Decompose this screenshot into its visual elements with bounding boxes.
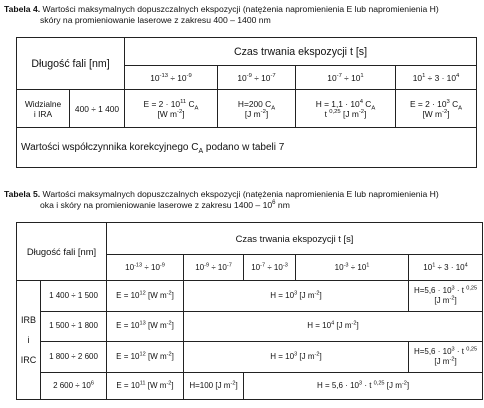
table5-caption-text-line2: oka i skóry na promieniowanie laserowe z zakresu $1400 - 10^6$ nm	[40, 200, 290, 210]
table5-row2-range: 1 500 ÷ 1 800	[41, 311, 107, 342]
table4-cell-4: $E = 2 \cdot 10^3$ $C_A$ [W $m^{-2}$]	[396, 90, 477, 128]
table5-row3-cell-3: $H=5,6 \cdot 10^3 \cdot t$ $^{0,25}$ [J $m^{-2}$]	[409, 342, 483, 373]
table5-band-label-line3: IRC	[20, 355, 37, 365]
table5-caption-label: Tabela 5.	[4, 189, 41, 199]
table5-caption-text: Wartości maksymalnych dopuszczalnych ekspozycji (natężenia napromienienia E lub napromienienia H)	[40, 189, 439, 199]
table5-header-time-1: $10^{-13} \div 10^{-9}$	[107, 255, 184, 281]
table4-caption	[4, 4, 482, 26]
table5-row1-range: 1 400 ÷ 1 500	[41, 281, 107, 312]
table4-header-time-1: $10^{-13} \div 10^{-9}$	[125, 66, 218, 90]
table5-row4-cell-3: $H = 5,6 \cdot 10^3 \cdot t$ $^{0,25}$ [J $m^{-2}$]	[244, 373, 483, 400]
table4-note: Wartości współczynnika korekcyjnego $C_A$ podano w tabeli 7	[17, 128, 477, 168]
table5-row3-range: 1 800 ÷ 2 600	[41, 342, 107, 373]
table4-row-label-line2: i IRA	[33, 108, 53, 119]
table5-band-label	[17, 281, 41, 400]
table4	[16, 37, 477, 168]
table5-header-time-3: $10^{-7} \div 10^{-3}$	[244, 255, 296, 281]
table4-cell-3: $H = 1,1 \cdot 10^4$ $C_A$ t $^{0,25}$ [J $m^{-2}$]	[296, 90, 396, 128]
table5-row1-cell-2: $H = 10^3$ [J $m^{-2}$]	[184, 281, 409, 312]
table4-header-wavelength: Długość fali [nm]	[17, 38, 125, 90]
table5-row1-cell-1: $E = 10^{12}$ [W $m^{-2}$]	[107, 281, 184, 312]
table4-caption-label: Tabela 4.	[4, 4, 41, 14]
table5-row3-cell-2: $H = 10^3$ [J $m^{-2}$]	[184, 342, 409, 373]
table5-header-wavelength: Długość fali [nm]	[17, 223, 107, 281]
table5-row4-cell-2: H=100 [J $m^{-2}$]	[184, 373, 244, 400]
table4-header-time-4: $10^1 \div 3 \cdot 10^4$	[396, 66, 477, 90]
table4-cell-1: $E = 2 \cdot 10^{11}$ $C_A$ [W $m^{-2}$]	[125, 90, 218, 128]
table4-caption-text: Wartości maksymalnych dopuszczalnych ekspozycji (natężenia napromienienia E lub napromienienia H)	[40, 4, 439, 14]
table4-row-label	[17, 90, 70, 128]
table5-row1-cell-3: $H=5,6 \cdot 10^3 \cdot t$ $^{0,25}$ [J $m^{-2}$]	[409, 281, 483, 312]
table4-caption-text-line2: skóry na promieniowanie laserowe z zakresu 400 – 1400 nm	[40, 15, 271, 25]
table4-cell-2: H=200 $C_A$ [J $m^{-2}$]	[218, 90, 296, 128]
table5-header-time-2: $10^{-9} \div 10^{-7}$	[184, 255, 244, 281]
table4-row-range: 400 ÷ 1 400	[70, 90, 125, 128]
table5-row2-cell-1: $E = 10^{13}$ [W $m^{-2}$]	[107, 311, 184, 342]
table5-row3-cell-1: $E = 10^{12}$ [W $m^{-2}$]	[107, 342, 184, 373]
table5-row4-range: 2 $600 \div 10^6$	[41, 373, 107, 400]
table4-row-label-line1: Widzialne	[24, 98, 62, 109]
table4-header-exposure-time: Czas trwania ekspozycji t [s]	[125, 38, 477, 66]
table5	[16, 222, 483, 400]
table5-header-exposure-time: Czas trwania ekspozycji t [s]	[107, 223, 483, 255]
table5-header-time-5: $10^1 \div 3 \cdot 10^4$	[409, 255, 483, 281]
table5-row4-cell-1: $E = 10^{11}$ [W $m^{-2}$]	[107, 373, 184, 400]
table5-band-label-line1: IRB	[20, 315, 36, 325]
table5-row2-cell-2: $H = 10^4$ [J $m^{-2}$]	[184, 311, 483, 342]
table5-header-time-4: $10^{-3} \div 10^1$	[296, 255, 409, 281]
table4-header-time-2: $10^{-9} \div 10^{-7}$	[218, 66, 296, 90]
table5-band-label-line2: i	[27, 335, 30, 345]
table5-caption	[4, 189, 482, 211]
table4-header-time-3: $10^{-7} \div 10^1$	[296, 66, 396, 90]
